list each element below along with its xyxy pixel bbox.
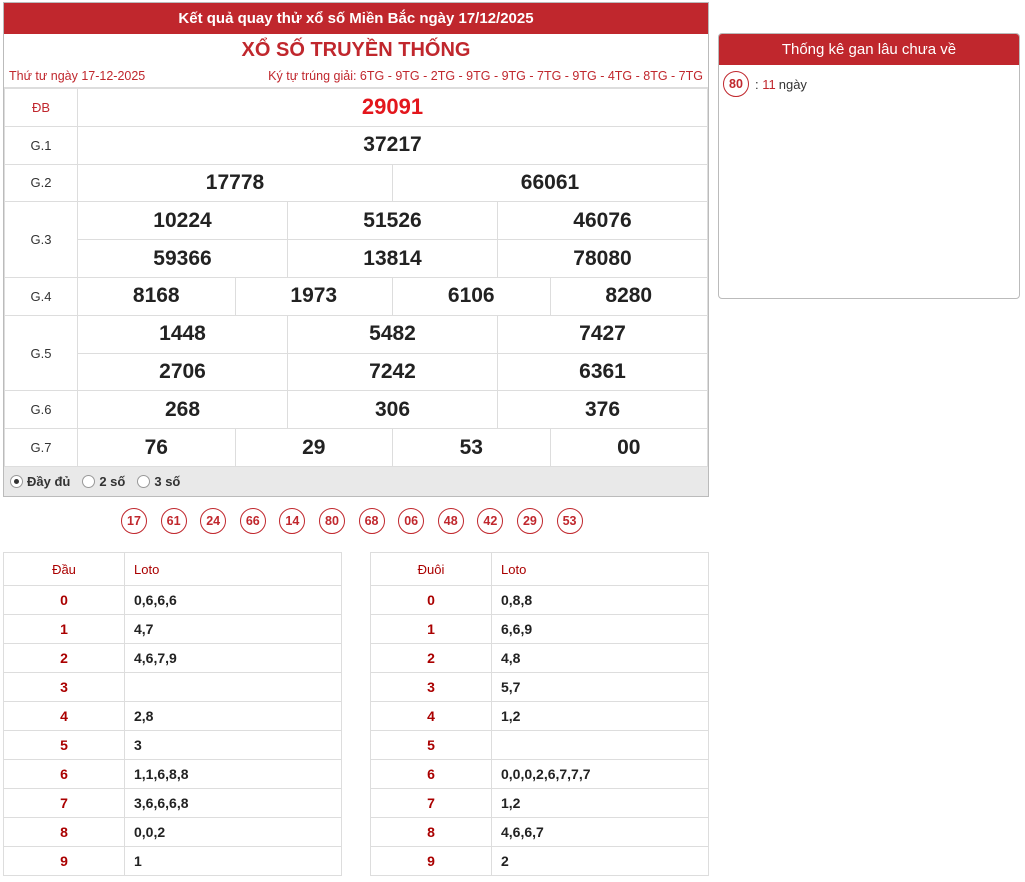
row-loto: 3 — [125, 731, 342, 760]
row-g3-b — [5, 240, 708, 278]
loto-ball: 80 — [319, 508, 345, 534]
row-loto: 2,8 — [125, 702, 342, 731]
row-loto: 4,7 — [125, 615, 342, 644]
row-g7 — [5, 429, 708, 467]
row-key: 0 — [371, 586, 492, 615]
loto-ball: 66 — [240, 508, 266, 534]
label-g1: G.1 — [5, 126, 78, 164]
table-row — [4, 702, 342, 731]
table-row — [371, 760, 709, 789]
prize-codes: Ký tự trúng giải: 6TG - 9TG - 2TG - 9TG - 9TG - 7TG - 9TG - 4TG - 8TG - 7TG — [268, 69, 703, 83]
loto-ball: 68 — [359, 508, 385, 534]
prize-g3-1: 10224 — [153, 208, 212, 232]
prize-g7-4: 00 — [550, 429, 708, 466]
radio-three-label: 3 số — [154, 474, 181, 489]
dau_table-loto-head: Loto — [125, 553, 342, 586]
row-g5-b — [5, 353, 708, 391]
loto-ball: 29 — [517, 508, 543, 534]
prize-g4-3: 6106 — [392, 278, 550, 315]
prize-g2-1: 17778 — [205, 170, 265, 194]
prize-g3-5: 13814 — [287, 240, 497, 277]
loto-ball: 24 — [200, 508, 226, 534]
row-g2 — [5, 164, 708, 202]
row-key: 3 — [371, 673, 492, 702]
table-row — [4, 644, 342, 673]
row-loto: 0,6,6,6 — [125, 586, 342, 615]
prize-g5-3: 7427 — [497, 316, 707, 353]
row-key: 4 — [371, 702, 492, 731]
duoi-table — [370, 552, 709, 876]
row-loto: 4,6,7,9 — [125, 644, 342, 673]
duoi_table-col-head: Đuôi — [371, 553, 492, 586]
row-key: 6 — [4, 760, 125, 789]
row-key: 6 — [371, 760, 492, 789]
gan-stats-panel — [718, 33, 1020, 299]
prize-db: 29091 — [78, 89, 708, 127]
info-row — [4, 66, 708, 88]
loto-ball: 48 — [438, 508, 464, 534]
prize-g6-2: 306 — [287, 391, 497, 428]
row-loto: 4,8 — [492, 644, 709, 673]
row-key: 7 — [4, 789, 125, 818]
radio-three[interactable] — [137, 474, 180, 489]
results-panel — [3, 2, 709, 497]
table-row — [371, 586, 709, 615]
table-row — [371, 673, 709, 702]
radio-two-label: 2 số — [99, 474, 126, 489]
label-g5: G.5 — [5, 315, 78, 391]
row-g3-a — [5, 202, 708, 240]
row-g5-a — [5, 315, 708, 353]
prize-g5-4: 2706 — [159, 359, 206, 383]
row-g4 — [5, 277, 708, 315]
table-row — [4, 760, 342, 789]
label-g6: G.6 — [5, 391, 78, 429]
loto-balls — [121, 508, 596, 534]
prize-g2-2: 66061 — [392, 165, 707, 202]
prize-g5-6: 6361 — [497, 354, 707, 391]
table-row — [371, 847, 709, 876]
gan-stats-title: Thống kê gan lâu chưa về — [719, 34, 1019, 65]
prize-g3-2: 51526 — [287, 202, 497, 239]
row-key: 0 — [4, 586, 125, 615]
row-loto: 5,7 — [492, 673, 709, 702]
row-key: 1 — [4, 615, 125, 644]
label-g4: G.4 — [5, 277, 78, 315]
prize-g5-2: 5482 — [287, 316, 497, 353]
table-row — [4, 586, 342, 615]
row-loto: 1 — [125, 847, 342, 876]
table-row — [371, 789, 709, 818]
row-key: 8 — [371, 818, 492, 847]
results-subtitle: XỔ SỐ TRUYỀN THỐNG — [241, 39, 471, 61]
row-g1 — [5, 126, 708, 164]
prize-g4-2: 1973 — [235, 278, 393, 315]
gan-unit: ngày — [778, 76, 807, 92]
draw-date: Thứ tư ngày 17-12-2025 — [9, 69, 146, 83]
row-key: 7 — [371, 789, 492, 818]
row-loto — [125, 673, 342, 702]
loto-ball: 17 — [121, 508, 147, 534]
dau_table-col-head: Đầu — [4, 553, 125, 586]
row-loto: 1,1,6,8,8 — [125, 760, 342, 789]
row-loto: 4,6,6,7 — [492, 818, 709, 847]
row-key: 4 — [4, 702, 125, 731]
prize-g3-4: 59366 — [153, 246, 212, 270]
loto-ball: 61 — [161, 508, 187, 534]
table-row — [4, 847, 342, 876]
radio-full-label: Đầy đủ — [27, 474, 71, 489]
prize-g5-5: 7242 — [287, 354, 497, 391]
row-loto: 2 — [492, 847, 709, 876]
row-key: 9 — [371, 847, 492, 876]
row-key: 9 — [4, 847, 125, 876]
prize-g3-6: 78080 — [497, 240, 707, 277]
prize-g5-1: 1448 — [159, 322, 206, 346]
table-row — [371, 702, 709, 731]
row-key: 2 — [4, 644, 125, 673]
prize-g1: 37217 — [78, 126, 708, 164]
radio-full-dot[interactable] — [10, 475, 23, 488]
duoi_table-loto-head: Loto — [492, 553, 709, 586]
gan-ball: 80 — [723, 71, 749, 97]
radio-two[interactable] — [82, 474, 125, 489]
results-table — [4, 88, 708, 467]
table-row — [4, 789, 342, 818]
prize-g7-1: 76 — [144, 435, 168, 459]
prize-g6-1: 268 — [164, 397, 201, 421]
row-db — [5, 89, 708, 127]
row-g6 — [5, 391, 708, 429]
radio-full[interactable] — [10, 474, 70, 489]
label-db: ĐB — [5, 89, 78, 127]
row-loto: 0,0,2 — [125, 818, 342, 847]
table-row — [371, 818, 709, 847]
dau-table — [3, 552, 342, 876]
table-row — [4, 818, 342, 847]
prize-g4-1: 8168 — [132, 284, 180, 308]
row-loto: 3,6,6,6,8 — [125, 789, 342, 818]
row-loto: 0,0,0,2,6,7,7,7 — [492, 760, 709, 789]
loto-ball: 53 — [557, 508, 583, 534]
table-row — [371, 644, 709, 673]
display-mode-bar — [4, 466, 708, 496]
row-key: 5 — [371, 731, 492, 760]
row-key: 5 — [4, 731, 125, 760]
table-row — [371, 615, 709, 644]
loto-ball: 14 — [279, 508, 305, 534]
gan-stats-item — [719, 65, 1019, 103]
row-loto: 1,2 — [492, 702, 709, 731]
radio-three-dot[interactable] — [137, 475, 150, 488]
results-header: Kết quả quay thử xổ số Miền Bắc ngày 17/12/2025 — [4, 3, 708, 34]
row-key: 2 — [371, 644, 492, 673]
loto-ball: 42 — [477, 508, 503, 534]
prize-g6-3: 376 — [497, 391, 707, 428]
gan-count: 11 — [762, 76, 776, 92]
prize-g4-4: 8280 — [550, 278, 708, 315]
prize-g7-2: 29 — [235, 429, 393, 466]
prize-g7-3: 53 — [392, 429, 550, 466]
row-loto: 0,8,8 — [492, 586, 709, 615]
label-g2: G.2 — [5, 164, 78, 202]
table-row — [4, 615, 342, 644]
label-g7: G.7 — [5, 429, 78, 467]
row-key: 3 — [4, 673, 125, 702]
row-key: 1 — [371, 615, 492, 644]
row-loto: 6,6,9 — [492, 615, 709, 644]
loto-ball: 06 — [398, 508, 424, 534]
table-row — [371, 731, 709, 760]
prize-g3-3: 46076 — [497, 202, 707, 239]
label-g3: G.3 — [5, 202, 78, 278]
radio-two-dot[interactable] — [82, 475, 95, 488]
row-loto: 1,2 — [492, 789, 709, 818]
gan-sep: : — [755, 76, 763, 92]
row-loto — [492, 731, 709, 760]
row-key: 8 — [4, 818, 125, 847]
table-row — [4, 731, 342, 760]
table-row — [4, 673, 342, 702]
